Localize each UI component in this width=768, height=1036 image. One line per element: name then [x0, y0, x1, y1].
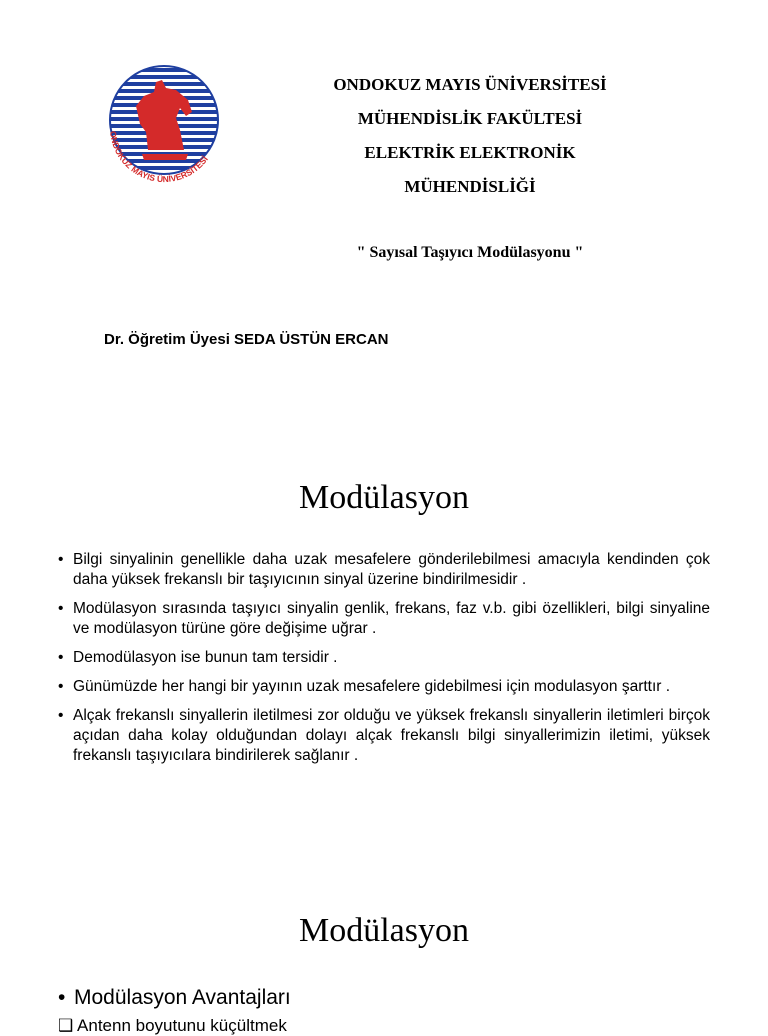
- list-item: [58, 648, 710, 668]
- university-logo: [96, 58, 232, 194]
- list-item: [58, 677, 710, 697]
- slide-title: Modülasyon: [299, 912, 469, 949]
- bullet-text: Alçak frekanslı sinyallerin iletilmesi zor olduğu ve yüksek frekanslı sinyallerin iletimleri birçok açıdan daha kolay olduğundan dolayı alçak frekanslı bilgi sinyallerimizin iletimi, yüksek frekanslı taşıyıcılara bindirilerek sağlanır .: [73, 707, 710, 764]
- logo-ring-text: ONDOKUZ MAYIS ÜNİVERSİTESİ: [108, 130, 210, 185]
- university-line: MÜHENDİSLİĞİ: [404, 177, 536, 196]
- modulation-slide: [0, 430, 768, 850]
- logo-stripe: [96, 166, 232, 170]
- university-seal-icon: [96, 58, 232, 194]
- list-item: [58, 706, 710, 766]
- author-name: Dr. Öğretim Üyesi SEDA ÜSTÜN ERCAN: [104, 331, 389, 348]
- bullet-dot-icon: •: [58, 649, 64, 666]
- bullet-text: Modülasyon sırasında taşıyıcı sinyalin genlik, frekans, faz v.b. gibi özellikleri, bilgi sinyaline ve modülasyon türüne göre değişime uğrar .: [73, 600, 710, 637]
- bullet-text: Demodülasyon ise bunun tam tersidir .: [73, 649, 338, 666]
- university-line: ELEKTRİK ELEKTRONİK: [364, 143, 576, 162]
- university-line: ONDOKUZ MAYIS ÜNİVERSİTESİ: [333, 75, 607, 94]
- logo-stripe: [96, 75, 232, 79]
- bullet-dot-icon: •: [58, 600, 64, 617]
- list-item: [58, 985, 710, 1011]
- lecture-subtitle: " Sayısal Taşıyıcı Modülasyonu ": [356, 244, 584, 261]
- title-slide: [0, 0, 768, 420]
- logo-stripe: [96, 68, 232, 72]
- modulation-advantages-slide: [0, 860, 768, 1035]
- list-item: [58, 550, 710, 590]
- university-heading: [250, 68, 690, 204]
- bullet-dot-icon: •: [58, 678, 64, 695]
- slide-title: Modülasyon: [299, 479, 469, 516]
- bullet-text: Bilgi sinyalinin genellikle daha uzak mesafelere gönderilebilmesi amacıyla kendinden çok daha yüksek frekanslı bir taşıyıcının sinyal üzerine bindirilmesidir .: [73, 551, 710, 588]
- bullet-dot-icon: •: [58, 551, 64, 568]
- list-item: [58, 599, 710, 639]
- bullet-list: [58, 550, 710, 775]
- university-line: MÜHENDİSLİK FAKÜLTESİ: [357, 109, 583, 128]
- sub-list-item: ❑ Antenn boyutunu küçültmek: [58, 1016, 287, 1035]
- bullet-dot-icon: •: [58, 986, 66, 1009]
- bullet-text: Modülasyon Avantajları: [74, 986, 291, 1009]
- bullet-list: [58, 985, 710, 1011]
- bullet-text: Günümüzde her hangi bir yayının uzak mesafelere gidebilmesi için modulasyon şarttır .: [73, 678, 671, 695]
- bullet-dot-icon: •: [58, 707, 64, 724]
